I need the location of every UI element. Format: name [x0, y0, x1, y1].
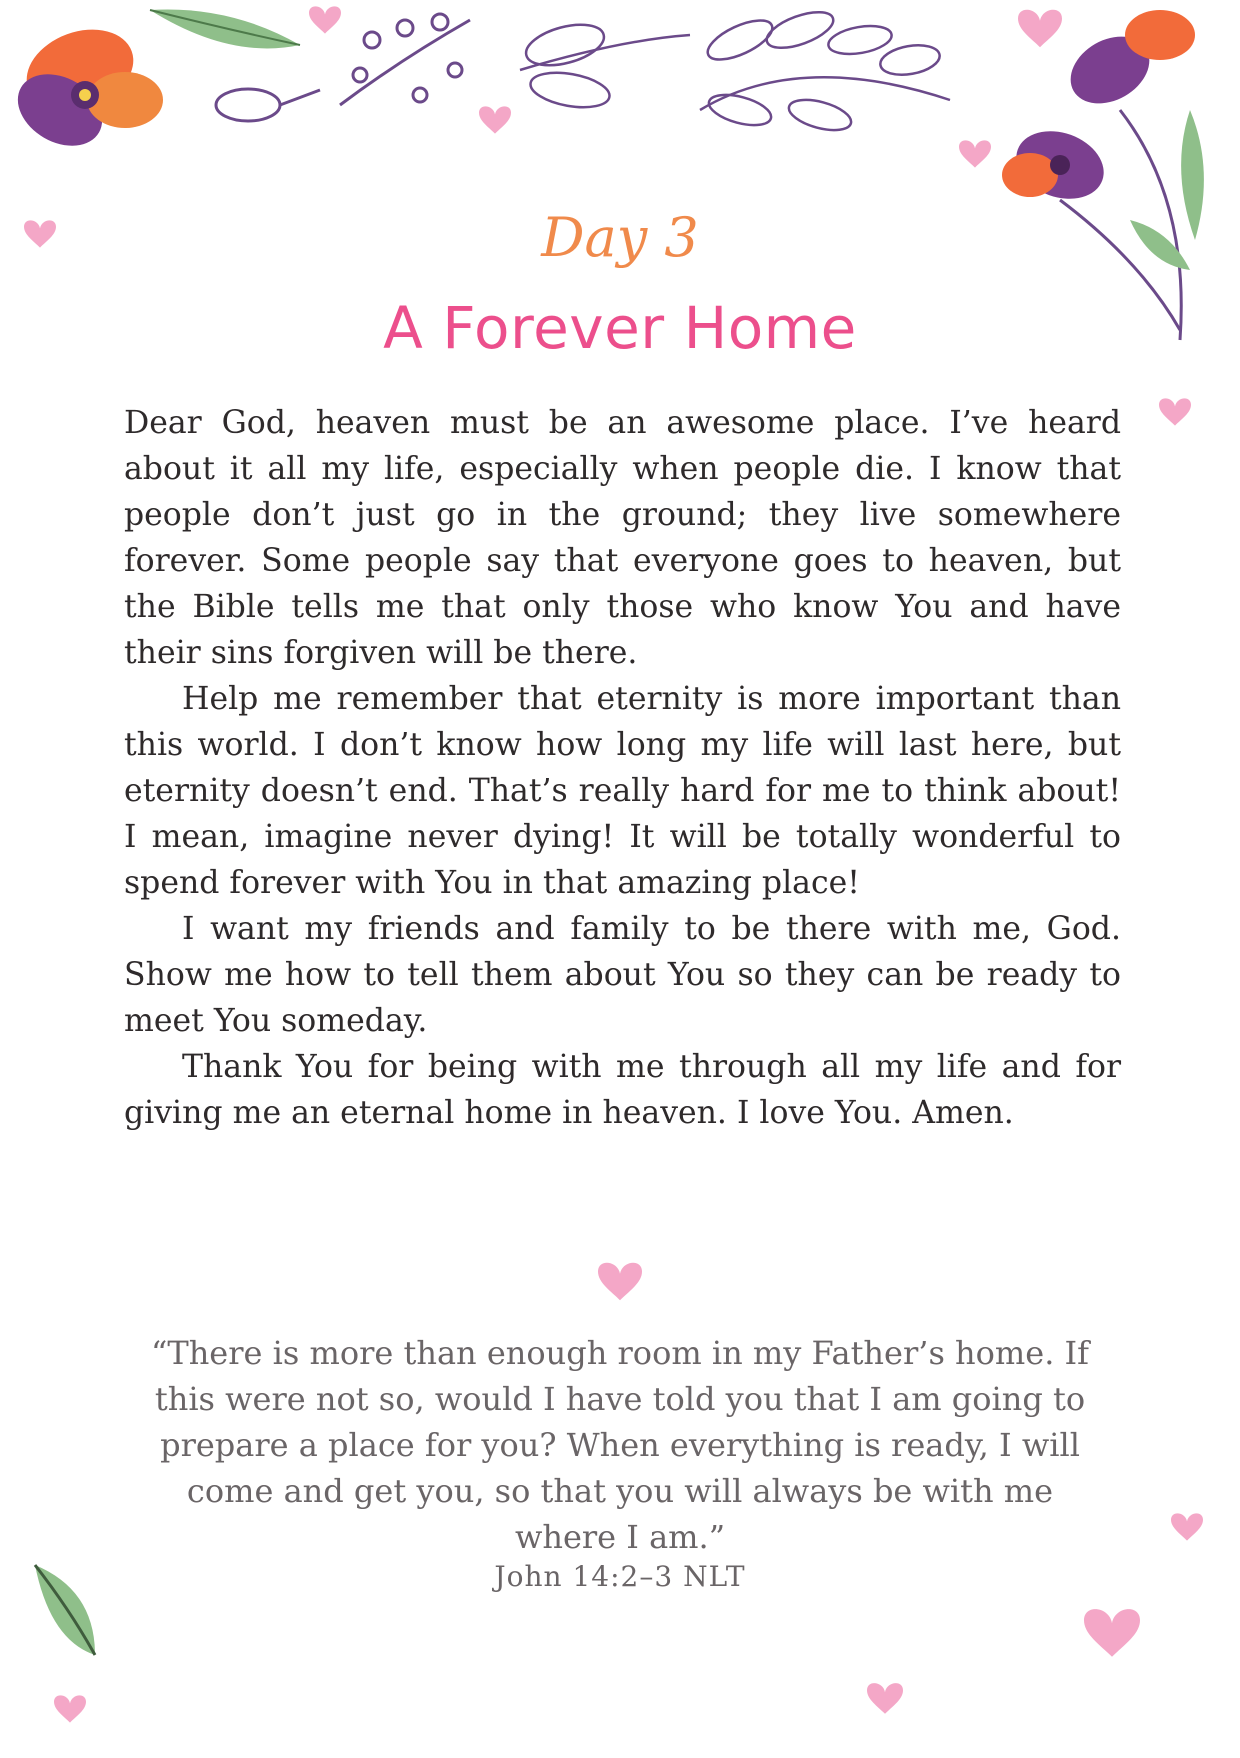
heart-icon [54, 1695, 86, 1722]
prayer-paragraph: Thank You for being with me through all my life and for giving me an eternal home in heaven. I love You. Amen. [124, 1049, 1121, 1131]
heart-icon [1159, 398, 1191, 425]
scripture-verse: “There is more than enough room in my Father’s home. If this were not so, would I have told you that I am going to prepare a place for you? When everything is ready, I will come and get you, so that you will always be with me where I am.” [150, 1334, 1090, 1556]
prayer-paragraph: Dear God, heaven must be an awesome place. I’ve heard about it all my life, especially when people die. I know that people don’t just go in the ground; they live somewhere forever. Some people say that everyone goes to heaven, but the Bible tells me that only those who know You and have their sins forgiven will be there. [124, 405, 1121, 671]
flower-icon [5, 15, 163, 160]
prayer-paragraph: Help me remember that eternity is more important than this world. I don’t know how long my life will last here, but eternity doesn’t end. That’s really hard for me to think about! I mean, imagine never dying! It will be totally wonderful to spend forever with You in that amazing place! [124, 681, 1121, 901]
heart-icon [867, 1683, 903, 1714]
heart-icon [479, 106, 511, 133]
scripture-reference: John 14:2–3 NLT [494, 1560, 746, 1593]
heart-icon [1018, 10, 1062, 47]
prayer-paragraph: I want my friends and family to be there with me, God. Show me how to tell them about You so they can be ready to meet You someday. [124, 911, 1121, 1039]
heart-icon [598, 1263, 642, 1300]
heart-icon [309, 6, 341, 33]
flower-icon [1002, 10, 1204, 340]
heart-icon [959, 140, 991, 167]
day-label: Day 3 [541, 206, 699, 269]
heart-icon [1171, 1513, 1203, 1540]
heart-icon [1084, 1609, 1140, 1657]
page-title: A Forever Home [383, 294, 857, 362]
prayer-text [124, 400, 1121, 1136]
fern-icon [520, 5, 950, 136]
leaf-icon [150, 9, 320, 121]
sprig-icon [340, 14, 470, 105]
